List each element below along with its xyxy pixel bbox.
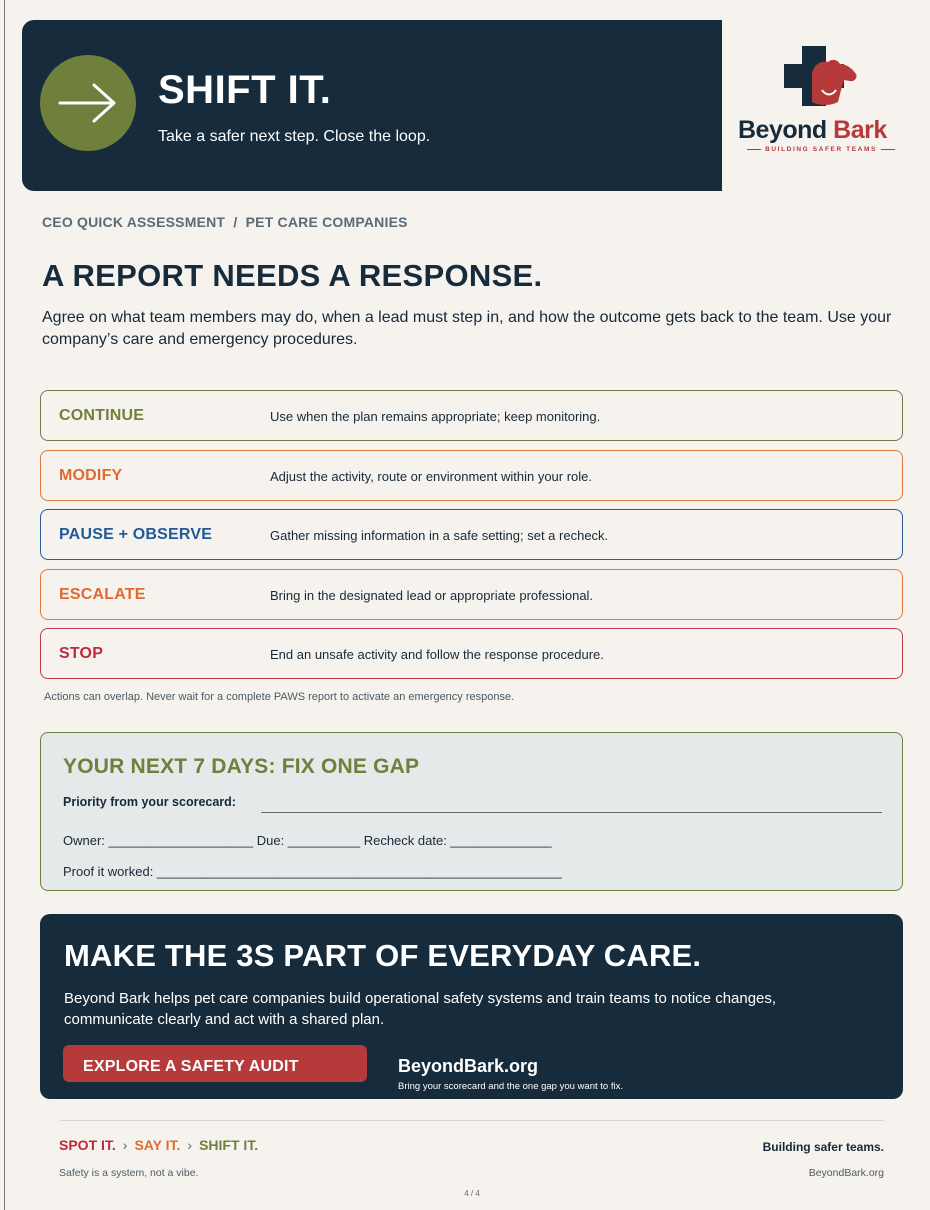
brand-wordmark xyxy=(738,116,887,145)
page-title: SHIFT IT. xyxy=(158,68,332,112)
page-subtitle: Take a safer next step. Close the loop. xyxy=(158,128,431,145)
website-link[interactable]: BeyondBark.org xyxy=(398,1056,539,1076)
proof-field[interactable]: Proof it worked: ________________________________________________________ xyxy=(63,864,562,879)
cta-body: Beyond Bark helps pet care companies build operational safety systems and train teams to notice changes, communicate clearly and act with a shared plan. xyxy=(64,990,777,1028)
action-card-continue xyxy=(40,390,903,441)
button-label: EXPLORE A SAFETY AUDIT xyxy=(83,1058,299,1075)
footer-motto: Safety is a system, not a vibe. xyxy=(59,1167,199,1179)
footer-divider xyxy=(60,1120,884,1121)
cross-dog-logo-icon xyxy=(782,46,862,112)
header-banner xyxy=(22,20,722,191)
step-say: SAY IT. xyxy=(134,1137,181,1153)
action-card-modify xyxy=(40,450,903,501)
action-description: Use when the plan remains appropriate; keep monitoring. xyxy=(270,409,601,424)
brand-word-red: Bark xyxy=(833,116,887,144)
owner-due-recheck-fields[interactable]: Owner: ____________________ Due: __________ Recheck date: ______________ xyxy=(63,833,552,848)
brand-logo xyxy=(736,46,906,158)
footer-website[interactable]: BeyondBark.org xyxy=(808,1167,884,1179)
form-title: YOUR NEXT 7 DAYS: FIX ONE GAP xyxy=(63,755,420,778)
action-name: PAUSE + OBSERVE xyxy=(59,526,213,543)
section-heading: A REPORT NEEDS A RESPONSE. xyxy=(42,258,543,293)
brand-word-dark: Beyond xyxy=(738,116,827,144)
explore-safety-audit-button[interactable] xyxy=(63,1045,367,1082)
footer-tagline: Building safer teams. xyxy=(762,1140,884,1154)
step-spot: SPOT IT. xyxy=(59,1137,116,1153)
page-number: 4 / 4 xyxy=(464,1189,480,1198)
action-name: MODIFY xyxy=(59,466,123,484)
action-name: CONTINUE xyxy=(59,407,145,424)
cta-panel xyxy=(40,914,903,1099)
action-card-escalate xyxy=(40,569,903,620)
action-description: Adjust the activity, route or environment within your role. xyxy=(270,468,593,484)
step-separator: › xyxy=(187,1137,193,1153)
cta-title: MAKE THE 3S PART OF EVERYDAY CARE. xyxy=(64,938,702,973)
action-name: STOP xyxy=(59,645,104,662)
cta-hint: Bring your scorecard and the one gap you want to fix. xyxy=(398,1081,623,1092)
next-7-days-form xyxy=(40,732,903,891)
priority-fill-line[interactable] xyxy=(261,812,882,813)
action-list xyxy=(40,390,903,688)
step-shift: SHIFT IT. xyxy=(199,1137,259,1153)
action-card-stop xyxy=(40,628,903,679)
breadcrumb: CEO QUICK ASSESSMENT / PET CARE COMPANIES xyxy=(42,214,408,230)
actions-footnote: Actions can overlap. Never wait for a complete PAWS report to activate an emergency response. xyxy=(44,691,515,703)
brand-tagline: BUILDING SAFER TEAMS xyxy=(740,146,902,153)
intro-paragraph: Agree on what team members may do, when a lead must step in, and how the outcome gets back to the team. Use your company’s care and emergency procedures. xyxy=(42,309,892,348)
action-description: Bring in the designated lead or appropriate professional. xyxy=(270,587,594,603)
action-card-pause-observe xyxy=(40,509,903,560)
action-description: End an unsafe activity and follow the response procedure. xyxy=(270,647,604,662)
action-name: ESCALATE xyxy=(59,585,146,603)
step-separator: › xyxy=(122,1137,128,1153)
priority-label: Priority from your scorecard: xyxy=(63,795,236,809)
action-description: Gather missing information in a safe setting; set a recheck. xyxy=(270,528,609,543)
arrow-right-icon xyxy=(40,55,136,151)
footer-steps xyxy=(59,1137,258,1153)
